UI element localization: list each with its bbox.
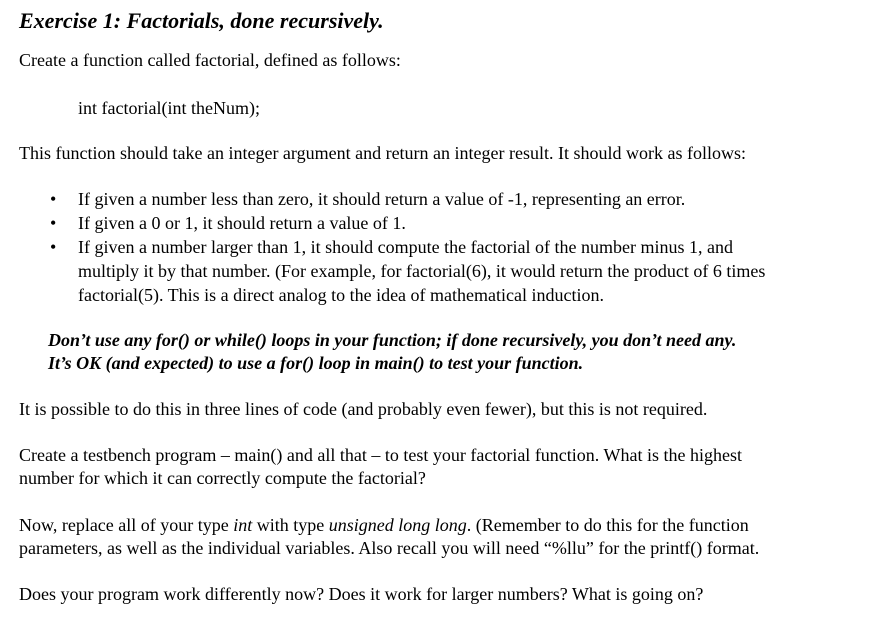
type-unsigned-long-long: unsigned long long: [328, 515, 467, 535]
testbench-paragraph: Create a testbench program – main() and all that – to test your factorial function. What is the highest: [19, 445, 742, 465]
list-item-text: If given a number larger than 1, it should compute the factorial of the number minus 1, and: [78, 237, 733, 257]
replace-suffix: . (Remember to do this for the function: [466, 515, 749, 535]
recursion-note: Don’t use any for() or while() loops in your function; if done recursively, you don’t need any.: [48, 330, 737, 350]
list-item-text: If given a number less than zero, it should return a value of -1, representing an error.: [78, 189, 686, 209]
list-item-text: If given a 0 or 1, it should return a value of 1.: [78, 213, 406, 233]
list-item-text: multiply it by that number. (For example, for factorial(6), it would return the product of 6 times: [78, 261, 766, 281]
list-item: [0, 235, 875, 307]
final-question: Does your program work differently now? Does it work for larger numbers? What is going on?: [19, 584, 704, 604]
function-signature: int factorial(int theNum);: [78, 98, 260, 118]
replace-prefix: Now, replace all of your type: [19, 515, 234, 535]
type-int: int: [233, 515, 253, 535]
bullet-icon: •: [50, 189, 57, 209]
bullet-icon: •: [50, 213, 57, 233]
function-description: This function should take an integer argument and return an integer result. It should work as follows:: [19, 143, 746, 163]
replace-middle: with type: [252, 515, 329, 535]
list-item-text: factorial(5). This is a direct analog to the idea of mathematical induction.: [78, 285, 604, 305]
bullet-icon: •: [50, 237, 57, 257]
exercise-title: Exercise 1: Factorials, done recursively.: [19, 8, 384, 33]
list-item: [0, 211, 875, 235]
replace-type-paragraph-cont: parameters, as well as the individual variables. Also recall you will need “%llu” for the printf() format.: [19, 538, 760, 558]
list-item: [0, 187, 875, 211]
behavior-list: [0, 187, 875, 307]
testbench-paragraph-cont: number for which it can correctly compute the factorial?: [19, 468, 426, 488]
intro-text: Create a function called factorial, defined as follows:: [19, 50, 401, 70]
replace-type-paragraph: [19, 514, 749, 536]
testing-note: It’s OK (and expected) to use a for() loop in main() to test your function.: [48, 353, 584, 373]
lines-of-code-paragraph: It is possible to do this in three lines of code (and probably even fewer), but this is not required.: [19, 399, 708, 419]
